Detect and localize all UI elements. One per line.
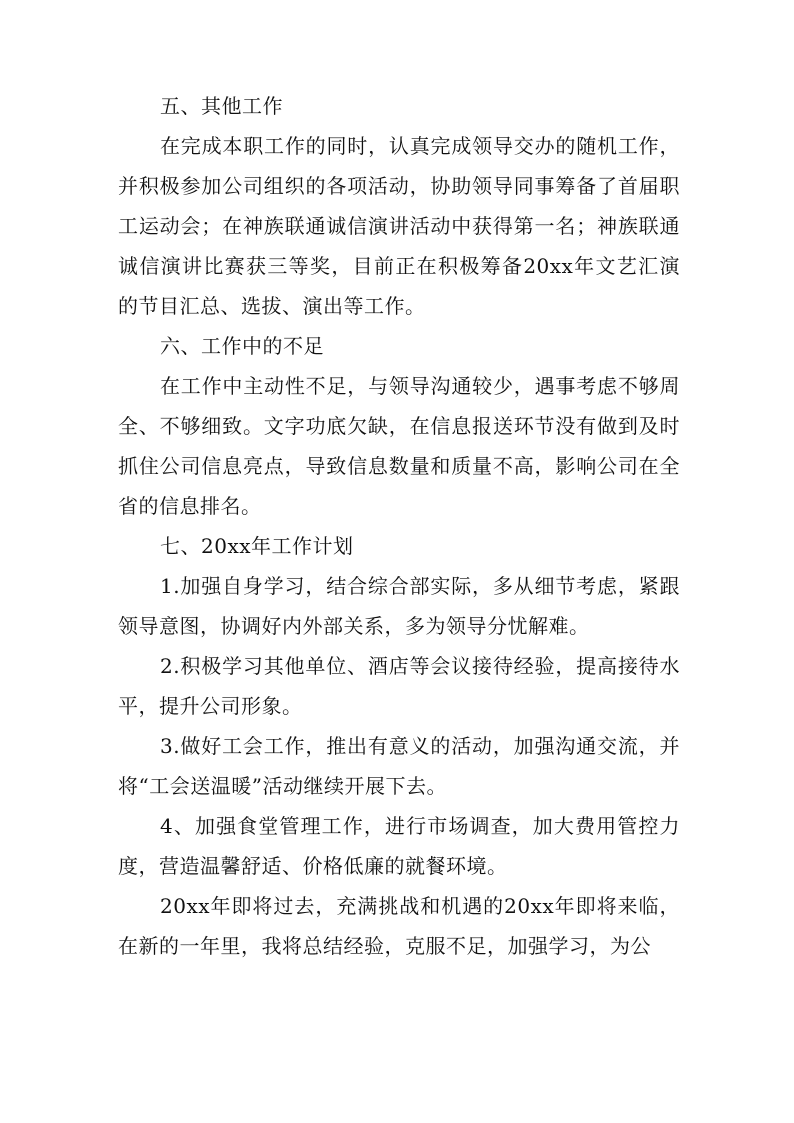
paragraph-other-work: 在完成本职工作的同时，认真完成领导交办的随机工作，并积极参加公司组织的各项活动，协助领导同事筹备了首届职工运动会；在神族联通诚信演讲活动中获得第一名；神族联通诚信演讲比赛获三等奖，目前正在积极筹备20xx年文艺汇演的节目汇总、选拔、演出等工作。	[118, 134, 680, 318]
plan-item-4: 4、加强食堂管理工作，进行市场调查，加大费用管控力度，营造温馨舒适、价格低廉的就餐环境。	[118, 814, 680, 878]
plan-item-2: 2.积极学习其他单位、酒店等会议接待经验，提高接待水平，提升公司形象。	[118, 654, 680, 718]
paragraph-shortcomings: 在工作中主动性不足，与领导沟通较少，遇事考虑不够周全、不够细致。文字功底欠缺，在信息报送环节没有做到及时抓住公司信息亮点，导致信息数量和质量不高，影响公司在全省的信息排名。	[118, 374, 680, 518]
section-heading-shortcomings: 六、工作中的不足	[160, 334, 324, 358]
closing-paragraph: 20xx年即将过去，充满挑战和机遇的20xx年即将来临，在新的一年里，我将总结经验，克服不足，加强学习，为公	[118, 894, 680, 958]
plan-item-3: 3.做好工会工作，推出有意义的活动，加强沟通交流，并将“工会送温暖”活动继续开展下去。	[118, 734, 680, 798]
section-heading-other-work: 五、其他工作	[160, 94, 283, 118]
document-body	[118, 86, 680, 966]
section-heading-work-plan: 七、20xx年工作计划	[160, 534, 354, 558]
plan-item-1: 1.加强自身学习，结合综合部实际，多从细节考虑，紧跟领导意图，协调好内外部关系，多为领导分忧解难。	[118, 574, 680, 638]
